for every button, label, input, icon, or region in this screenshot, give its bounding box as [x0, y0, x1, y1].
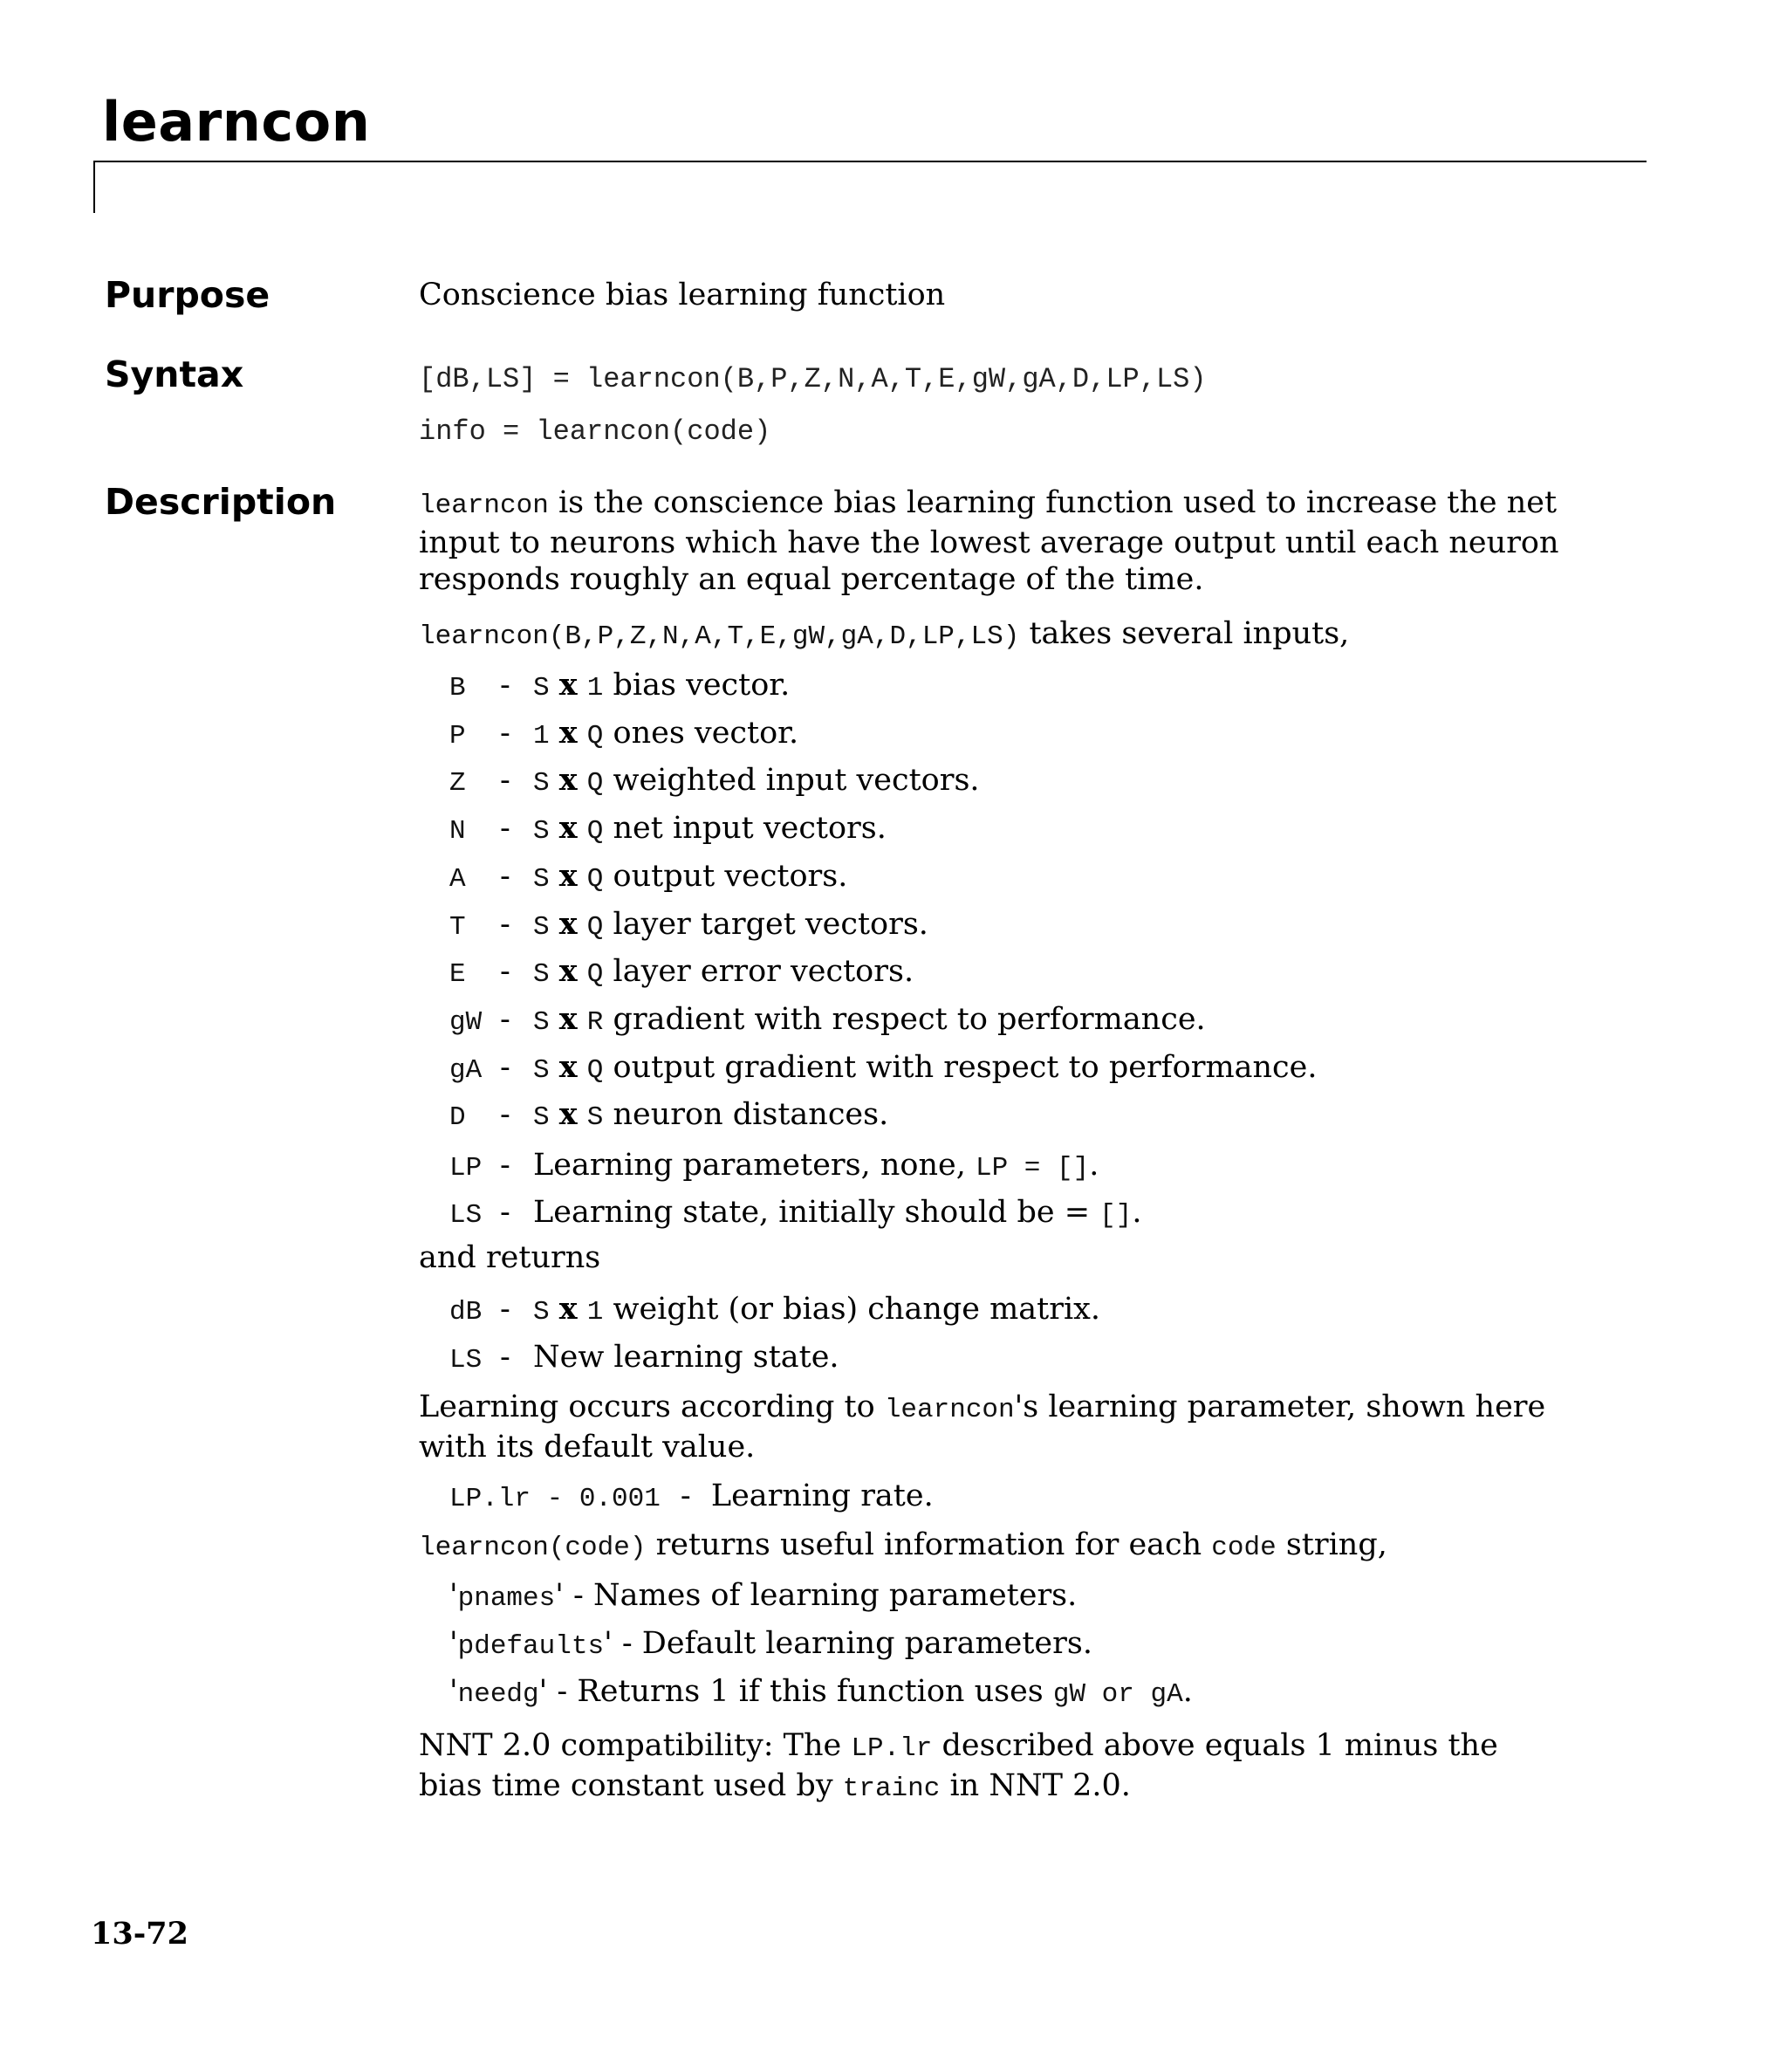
arg-times: x: [558, 905, 578, 942]
syntax-line-1: [dB,LS] = learncon(B,P,Z,N,A,T,E,gW,gA,D,LP,LS): [419, 363, 1207, 395]
arg-dash: -: [500, 1097, 510, 1133]
arg-dim2: Q: [586, 816, 604, 847]
return-item-ls: [449, 1339, 839, 1376]
arg-name: B: [449, 673, 466, 703]
arg-dim2: Q: [586, 768, 604, 799]
arg-times: x: [558, 810, 578, 847]
arg-item: [449, 906, 928, 943]
code-item-needg: [449, 1673, 1193, 1713]
arg-times: x: [558, 762, 578, 799]
arg-dim2: 1: [586, 1297, 604, 1328]
arg-dim2: R: [586, 1006, 604, 1038]
arg-dash: -: [500, 1049, 510, 1085]
code-paragraph: [419, 1527, 1571, 1567]
arg-desc: bias vector.: [613, 668, 791, 703]
call-text: takes several inputs,: [1019, 616, 1350, 651]
arg-times: x: [558, 1096, 578, 1133]
code-call: learncon(code): [419, 1533, 647, 1563]
arg-dash: -: [500, 906, 510, 942]
arg-dim2: S: [586, 1102, 604, 1134]
arg-times: x: [558, 667, 578, 703]
intro-text: is the conscience bias learning function used to increase the net input to neurons which have the lowest average output until each neuron responds roughly an equal percentage of the time.: [419, 485, 1559, 597]
arg-dash: -: [500, 1148, 510, 1183]
arg-dash: -: [500, 1195, 510, 1230]
arg-dim2: Q: [586, 911, 604, 943]
arg-item: [449, 667, 790, 703]
intro-code: learncon: [419, 491, 549, 521]
arg-dim1: 1: [533, 720, 550, 751]
purpose-heading: Purpose: [105, 274, 270, 316]
arg-dim2: Q: [586, 720, 604, 751]
lr-code: LP.lr - 0.001: [449, 1484, 661, 1514]
arg-name: gA: [449, 1054, 483, 1086]
arg-name: gW: [449, 1006, 483, 1038]
arg-name: A: [449, 863, 466, 895]
arg-name: LP: [449, 1153, 483, 1184]
lr-desc: Learning rate.: [710, 1479, 934, 1513]
input-item-lp: [449, 1147, 1099, 1184]
code-item-pnames: [449, 1577, 1077, 1617]
code-end: .: [1182, 1674, 1193, 1709]
arg-dim1: S: [533, 1297, 550, 1328]
arg-desc: output gradient with respect to performance.: [613, 1049, 1318, 1085]
quote-open: ': [449, 1626, 458, 1661]
arg-dim1: S: [533, 911, 550, 943]
arg-dim2: Q: [586, 1054, 604, 1086]
arg-name: P: [449, 720, 466, 751]
arg-dim1: S: [533, 816, 550, 847]
arg-dash: -: [500, 668, 510, 703]
code-text-a: returns useful information for each: [646, 1527, 1212, 1562]
arg-dim2: Q: [586, 959, 604, 991]
code-word: code: [1211, 1533, 1277, 1563]
nnt-text-a: NNT 2.0 compatibility: The: [419, 1728, 852, 1763]
code-item-pdefaults: [449, 1625, 1092, 1665]
arg-name: LS: [449, 1345, 483, 1376]
nnt-text-b: described above equals 1 minus the bias time constant used by: [419, 1728, 1498, 1803]
nnt-text-c: in NNT 2.0.: [940, 1768, 1131, 1803]
arg-name: E: [449, 959, 466, 991]
arg-times: x: [558, 857, 578, 894]
arg-desc: layer target vectors.: [613, 906, 928, 942]
title-rule: [93, 161, 1647, 162]
quote-close: ': [604, 1626, 613, 1661]
arg-name: D: [449, 1102, 466, 1134]
syntax-heading: Syntax: [105, 353, 244, 395]
arg-desc: weight (or bias) change matrix.: [613, 1292, 1101, 1327]
arg-desc: weighted input vectors.: [613, 763, 980, 799]
arg-dim1: S: [533, 768, 550, 799]
arg-item: [449, 1096, 888, 1133]
title-rule-tick: [93, 161, 95, 213]
arg-dim1: S: [533, 1006, 550, 1038]
arg-dash: -: [500, 763, 510, 799]
arg-desc: Learning state, initially should be =: [533, 1195, 1100, 1230]
arg-end: .: [1132, 1195, 1142, 1230]
nnt-paragraph: [419, 1727, 1571, 1808]
arg-dim1: S: [533, 1054, 550, 1086]
call-code: learncon(B,P,Z,N,A,T,E,gW,gA,D,LP,LS): [419, 621, 1020, 652]
arg-dash: -: [500, 715, 510, 751]
learning-text-b: 's learning parameter, shown here with its default value.: [419, 1389, 1546, 1465]
arg-name: T: [449, 911, 466, 943]
arg-desc: output vectors.: [613, 858, 848, 894]
arg-dash: -: [500, 811, 510, 847]
arg-item: [449, 1291, 1100, 1328]
arg-dash: -: [500, 1340, 510, 1375]
learning-text-a: Learning occurs according to: [419, 1389, 885, 1424]
arg-end: .: [1089, 1148, 1099, 1183]
arg-name: LS: [449, 1200, 483, 1231]
nnt-code: LP.lr: [851, 1733, 933, 1764]
code-key: pdefaults: [457, 1631, 605, 1662]
code-ref: gW or gA: [1052, 1679, 1183, 1710]
arg-code: LP = []: [975, 1153, 1090, 1184]
quote-close: ': [538, 1674, 548, 1709]
page-number: 13-72: [91, 1916, 188, 1952]
arg-dim1: S: [533, 863, 550, 895]
arg-dash: -: [500, 954, 510, 990]
arg-name: dB: [449, 1297, 483, 1328]
arg-item: [449, 810, 887, 847]
code-key: needg: [457, 1679, 539, 1710]
nnt-code-2: trainc: [842, 1774, 941, 1804]
arg-dash: -: [500, 1292, 510, 1327]
arg-dim1: S: [533, 1102, 550, 1134]
arg-dim2: 1: [586, 673, 604, 703]
learning-code: learncon: [884, 1395, 1015, 1425]
purpose-text: Conscience bias learning function: [419, 278, 946, 312]
arg-item: [449, 858, 847, 895]
arg-times: x: [558, 953, 578, 990]
input-item-ls: [449, 1194, 1142, 1231]
arg-desc: ones vector.: [613, 715, 799, 751]
arg-code: []: [1099, 1200, 1133, 1231]
description-intro: [419, 484, 1571, 598]
quote-open: ': [449, 1674, 458, 1709]
code-desc: - Returns 1 if this function uses: [547, 1674, 1053, 1709]
lr-dash: -: [680, 1479, 691, 1513]
lr-item: [449, 1478, 934, 1518]
arg-times: x: [558, 1291, 578, 1327]
arg-desc: Learning parameters, none,: [533, 1148, 976, 1183]
arg-dim2: Q: [586, 863, 604, 895]
arg-item: [449, 762, 980, 799]
arg-name: Z: [449, 768, 466, 799]
quote-close: ': [555, 1578, 564, 1613]
arg-times: x: [558, 714, 578, 751]
arg-item: [449, 953, 914, 990]
arg-desc: gradient with respect to performance.: [613, 1001, 1206, 1037]
arg-dash: -: [500, 858, 510, 894]
arg-desc: New learning state.: [533, 1340, 839, 1375]
arg-item: [449, 1001, 1206, 1038]
arg-times: x: [558, 1048, 578, 1085]
quote-open: ': [449, 1578, 458, 1613]
code-key: pnames: [457, 1583, 556, 1614]
page-title: learncon: [102, 90, 371, 154]
learning-paragraph: [419, 1389, 1571, 1465]
code-text-b: string,: [1276, 1527, 1387, 1562]
description-heading: Description: [105, 481, 337, 523]
arg-desc: layer error vectors.: [613, 954, 914, 990]
syntax-line-2: info = learncon(code): [419, 415, 771, 448]
arg-desc: net input vectors.: [613, 811, 887, 847]
code-desc: - Default learning parameters.: [612, 1626, 1092, 1661]
arg-desc: neuron distances.: [613, 1097, 889, 1133]
call-line: [419, 615, 1571, 655]
arg-item: [449, 715, 798, 751]
and-returns: and returns: [419, 1240, 601, 1275]
arg-times: x: [558, 1000, 578, 1037]
arg-item: [449, 1049, 1317, 1086]
arg-name: N: [449, 816, 466, 847]
code-desc: - Names of learning parameters.: [563, 1578, 1078, 1613]
arg-dim1: S: [533, 673, 550, 703]
arg-dash: -: [500, 1001, 510, 1037]
arg-dim1: S: [533, 959, 550, 991]
